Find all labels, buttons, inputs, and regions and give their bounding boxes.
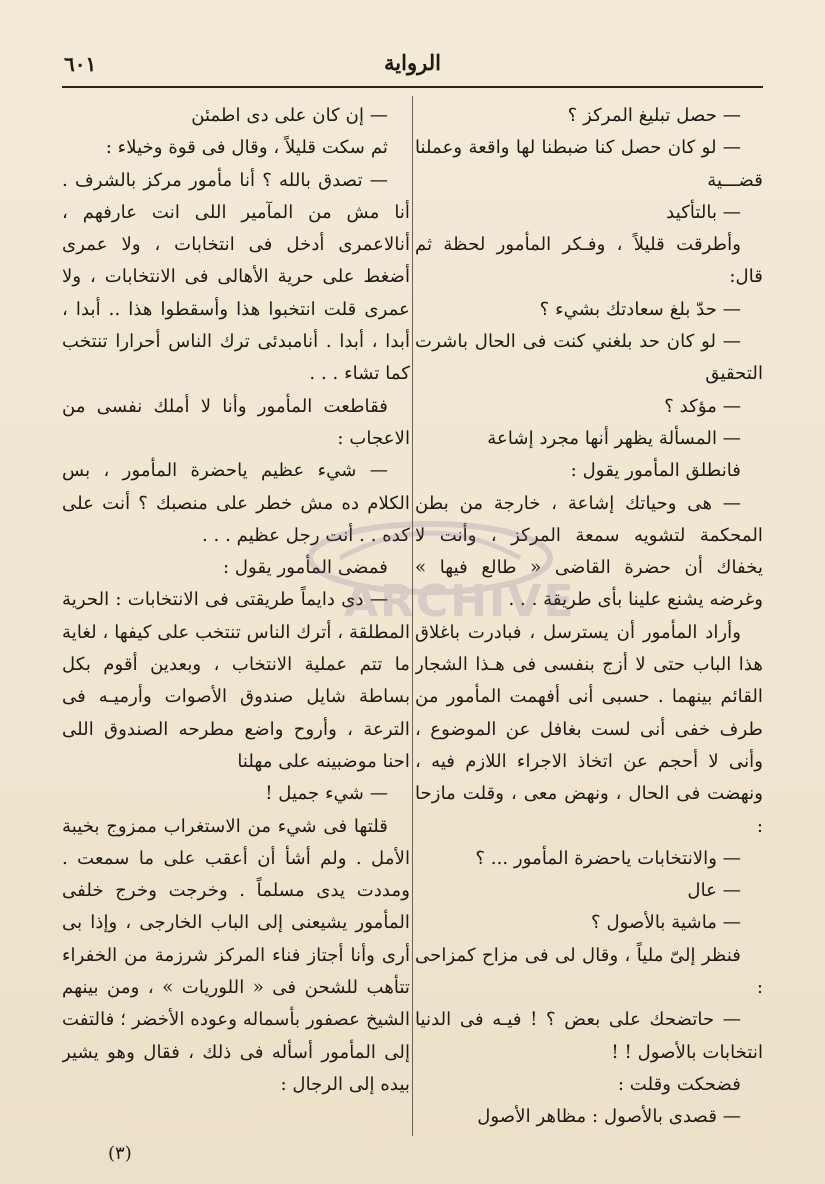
paragraph: — شيء عظيم ياحضرة المأمور ، بس الكلام ده مش خطر على منصبك ؟ أنت على كده . . أنت رجل عظيم . . . bbox=[62, 460, 410, 546]
paragraph: — لو كان حصل كنا ضبطنا لها واقعة وعملنا قضـــية bbox=[415, 137, 763, 191]
paragraph: — المسألة يظهر أنها مجرد إشاعة bbox=[487, 427, 741, 449]
paragraph: وأطرقت قليلاً ، وفـكر المأمور لحظة ثم قال: bbox=[415, 234, 763, 288]
paragraph: — والانتخابات ياحضرة المأمور ... ؟ bbox=[475, 847, 741, 869]
paragraph: فنظر إلىّ ملياً ، وقال لى فى مزاح كمزاحى : bbox=[415, 944, 763, 999]
left-column bbox=[62, 100, 410, 1130]
paragraph: — ماشية بالأصول ؟ bbox=[591, 912, 741, 934]
paragraph: فقاطعت المأمور وأنا لا أملك نفسى من الاعجاب : bbox=[62, 395, 410, 449]
paragraph: — دى دايماً طريقتى فى الانتخابات : الحرية المطلقة ، أترك الناس تنتخب على كيفها ، لغاية ما تتم عملية الانتخاب ، وبعدين أقوم بكل بساطة شايل صندوق الأصوات وأرميـه فى الترعة ، وأروح واضع مطرحه الصندوق اللى احنا موضبينه على مهلنا bbox=[62, 589, 410, 772]
paragraph: — حاتضحك على بعض ؟ ! فيـه فى الدنيا انتخابات بالأصول ! ! bbox=[415, 1009, 763, 1063]
header-rule bbox=[62, 86, 763, 88]
paragraph: — مؤكد ؟ bbox=[664, 395, 741, 417]
paragraph: — هى وحياتك إشاعة ، خارجة من بطن المحكمة لتشويه سمعة المركز ، وأنت لا يخفاك أن حضرة القاضى « طالع فيها » وغرضه يشنع علينا بأى طريقة . . . bbox=[415, 492, 763, 611]
paragraph: وأراد المأمور أن يسترسل ، فبادرت باغلاق هذا الباب حتى لا أزج بنفسى فى هـذا الشجار القائم بينهما . حسبى أنى أفهمت المأمور من طرف خفى أنى لست بغافل عن الموضوع ، وأنى لا أحجم عن اتخاذ الاجراء اللازم فيه ، ونهضت فى الحال ، ونهض معى ، وقلت مازحا : bbox=[415, 621, 763, 837]
paragraph: فانطلق المأمور يقول : bbox=[570, 460, 741, 482]
paragraph: — قصدى بالأصول : مظاهر الأصول bbox=[477, 1106, 741, 1128]
paragraph: قلتها فى شيء من الاستغراب ممزوج بخيبة الأمل . ولم أشأ أن أعقب على ما سمعت . ومددت يدى مسلماً . وخرجت وخرج خلفى المأمور يشيعنى إلى الباب الخارجى ، وإذا بى أرى وأنا أجتاز فناء المركز شرزمة من الخفراء تتأهب للشحن فى « اللوريات » ، ومن بينهم الشيخ عصفور بأسماله وعوده الأخضر ؛ فالتفت إلى المأمور أسأله فى ذلك ، فقال وهو يشير بيده إلى الرجال : bbox=[62, 815, 410, 1095]
paragraph: — إن كان على دى اطمئن bbox=[191, 105, 388, 126]
paragraph: ثم سكت قليلاً ، وقال فى قوة وخيلاء : bbox=[105, 137, 388, 159]
paragraph: — عال bbox=[687, 880, 741, 902]
running-title: الرواية bbox=[384, 50, 441, 75]
paragraph: — شيء جميل ! bbox=[265, 783, 388, 805]
watermark-label: ARCHIVE bbox=[344, 576, 576, 627]
paragraph: فضحكت وقلت : bbox=[617, 1073, 741, 1095]
paragraph: — بالتأكيد bbox=[666, 201, 741, 223]
paragraph: فمضى المأمور يقول : bbox=[222, 557, 388, 579]
paragraph: — حدّ بلغ سعادتك بشيء ؟ bbox=[539, 298, 741, 320]
folio-mark: (٣) bbox=[108, 1143, 132, 1164]
column-divider bbox=[412, 96, 413, 1136]
paragraph: — لو كان حد بلغني كنت فى الحال باشرت التحقيق bbox=[415, 331, 763, 385]
page-header bbox=[62, 46, 763, 86]
paragraph: — تصدق بالله ؟ أنا مأمور مركز بالشرف . أنا مش من المآمير اللى انت عارفهم ، أنالاعمرى أدخل فى انتخابات ، ولا عمرى أضغط على حرية الأهالى فى الانتخابات ، ولا عمرى قلت انتخبوا هذا وأسقطوا هذا .. أبدا ، أبدا ، أبدا . أنامبدئى ترك الناس أحرارا تنتخب كما تشاء . . . bbox=[62, 169, 410, 385]
right-column bbox=[415, 100, 763, 1130]
page-number: ٦٠١ bbox=[64, 52, 97, 76]
paragraph: — حصل تبليغ المركز ؟ bbox=[567, 105, 741, 126]
